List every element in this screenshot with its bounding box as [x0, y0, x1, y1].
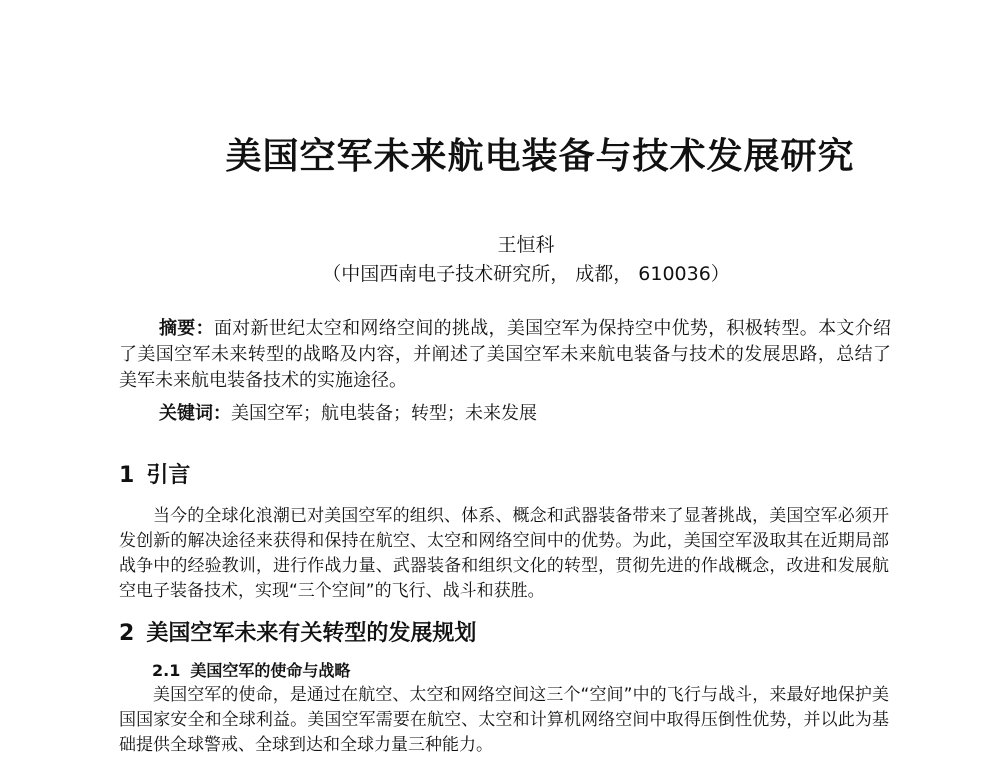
keywords-text: 美国空军；航电装备；转型；未来发展: [231, 403, 537, 424]
paper-title: 美国空军未来航电装备与技术发展研究: [225, 136, 855, 177]
abstract-label: 摘要：: [159, 318, 214, 339]
section-title: 引言: [146, 463, 191, 488]
section-heading-1: [119, 458, 190, 489]
author-affiliation: （中国西南电子技术研究所， 成都， 610036）: [322, 263, 730, 285]
section-1-paragraph: 当今的全球化浪潮已对美国空军的组织、体系、概念和武器装备带来了显著挑战，美国空军必须开发创新的解决途径来获得和保持在航空、太空和网络空间中的优势。为此，美国空军汲取其在近期局部战争中的经验教训，进行作战力量、武器装备和组织文化的转型，贯彻先进的作战概念，改进和发展航空电子装备技术，实现“三个空间”的飞行、战斗和获胜。: [119, 506, 889, 601]
abstract-text: 面对新世纪太空和网络空间的挑战，美国空军为保持空中优势，积极转型。本文介绍了美国空军未来转型的战略及内容，并阐述了美国空军未来航电装备与技术的发展思路，总结了美军未来航电装备技术的实施途径。: [119, 318, 892, 391]
subsection-heading-2-1: [152, 658, 350, 681]
section-number: 1: [119, 463, 135, 488]
author-name: 王恒科: [497, 234, 555, 256]
subsection-title: 美国空军的使命与战略: [190, 661, 351, 680]
subsection-2-1-paragraph: 美国空军的使命，是通过在航空、太空和网络空间这三个“空间”中的飞行与战斗，来最好地保护美国国家安全和全球利益。美国空军需要在航空、太空和计算机网络空间中取得压倒性优势，并以此为基础提供全球警戒、全球到达和全球力量三种能力。: [119, 685, 889, 755]
section-heading-2: [119, 616, 476, 647]
subsection-number: 2.1: [152, 661, 181, 680]
keywords: [159, 399, 537, 425]
keywords-label: 关键词：: [159, 403, 231, 424]
section-number: 2: [119, 621, 135, 646]
section-title: 美国空军未来有关转型的发展规划: [146, 621, 477, 646]
abstract: [119, 316, 891, 394]
